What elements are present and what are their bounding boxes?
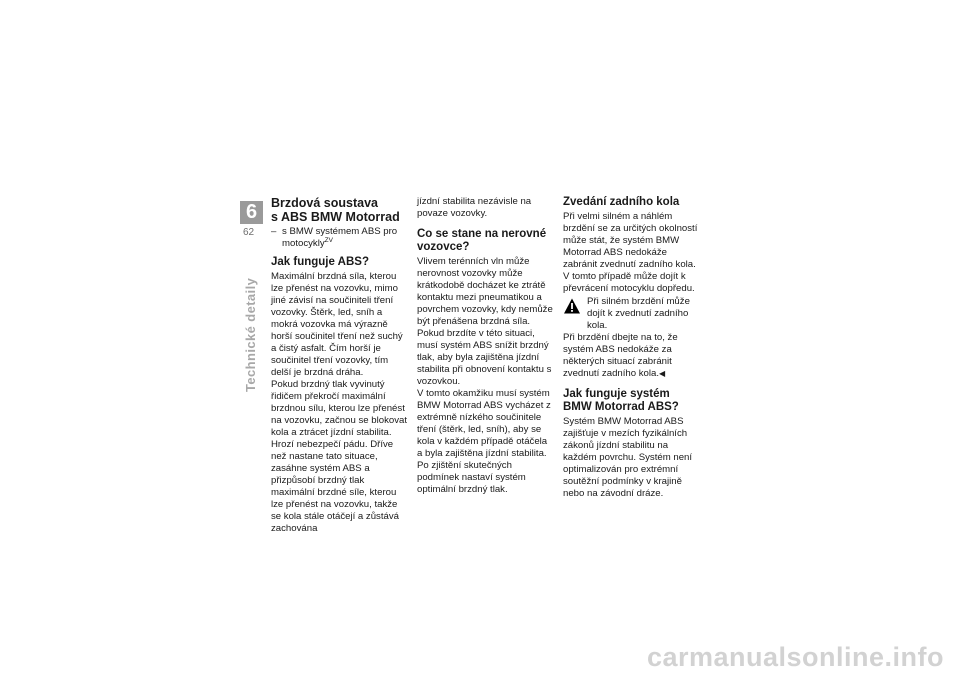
option-superscript: ZV [324,236,333,244]
paragraph-braking-pressure: Pokud brzdný tlak vyvinutý řidičem překročí maximální brzdnou sílu, kterou lze přenést na vozovku, začnou se blokovat kola a ztrácet jízdní stabilita. Hrozí nebezpečí pádu. Dříve než nastane tato situace, zasáhne systém ABS a přizpůsobí brzdný tlak maximální brzdné síle, kterou lze přenést na vozovku, takže se kola stále otáčejí a zůstává zachována [271,379,407,534]
bullet-line1: s BMW systémem ABS pro [282,226,398,237]
bullet-line2: motocykly [282,238,325,249]
dash-bullet: – [271,226,277,237]
heading-how-abs-works: Jak funguje ABS? [271,256,369,268]
end-mark-icon: ◀ [659,369,666,378]
paragraph-continuation: jízdní stabilita nezávisle na povaze vozovky. [417,196,532,219]
paragraph-friction: Maximální brzdná síla, kterou lze přenést na vozovku, mimo jiné závisí na součiniteli tření vozovky. Štěrk, led, sníh a mokrá vozovka má výrazně horší součinitel tření než suchý a čistý asfalt. Čím horší je součinitel tření vozovky, tím delší je brzdná dráha. [271,271,403,378]
warning-triangle-icon [563,297,581,315]
heading-uneven-road: Co se stane na nerovné vozovce? [417,228,547,253]
heading-how-bmw-abs-works: Jak funguje systém BMW Motorrad ABS? [563,388,679,413]
page-number: 62 [243,227,255,238]
section-title: Brzdová soustava s ABS BMW Motorrad [271,196,400,224]
warning-cont-text: Při brzdění dbejte na to, že systém ABS nedokáže za některých situací zabránit zvednutí zadního kola. [563,332,678,379]
column-3 [563,196,701,500]
column-1 [271,196,409,535]
bullet-abs-option [271,226,409,250]
paragraph-terrain: Vlivem terénních vln může nerovnost vozovky může krátkodobě docházet ke ztrátě kontaktu mezi pneumatikou a povrchem vozovky, kdy nemůže být přenášena brzdná síla. Pokud brzdíte v této situaci, musí systém ABS snížit brzdný tlak, aby byla zajištěna jízdní stabilita při obnovení kontaktu s vozovkou. [417,256,553,387]
chapter-number: 6 [240,201,263,224]
site-watermark: carmanualsonline.info [646,642,944,672]
paragraph-bmw-abs: Systém BMW Motorrad ABS zajišťuje v mezích fyzikálních zákonů jízdní stabilitu na každém povrchu. Systém není optimalizován pro extrémní soutěžní podmínky v krajině nebo na závodní dráze. [563,416,693,499]
chapter-side-label: Technické detaily [243,277,258,392]
warning-text: Při silném brzdění může dojít k zvednutí zadního kola. [587,296,690,331]
heading-rear-wheel-lift: Zvedání zadního kola [563,196,680,208]
warning-block [563,296,701,332]
paragraph-low-friction: V tomto okamžiku musí systém BMW Motorrad ABS vycházet z extrémně nízkého součinitele tření (štěrk, led, sníh), aby se kola v každém případě otáčela a byla zajištěna jízdní stabilita. Po zjištění skutečných podmínek nastaví systém optimální brzdný tlak. [417,388,551,495]
warning-continuation [563,332,701,380]
paragraph-rear-wheel: Při velmi silném a náhlém brzdění se za určitých okolností může stát, že systém BMW Motorrad ABS nedokáže zabránit zvednutí zadního kola. V tomto případě může dojít k převrácení motocyklu dopředu. [563,211,698,294]
column-2 [417,196,555,496]
